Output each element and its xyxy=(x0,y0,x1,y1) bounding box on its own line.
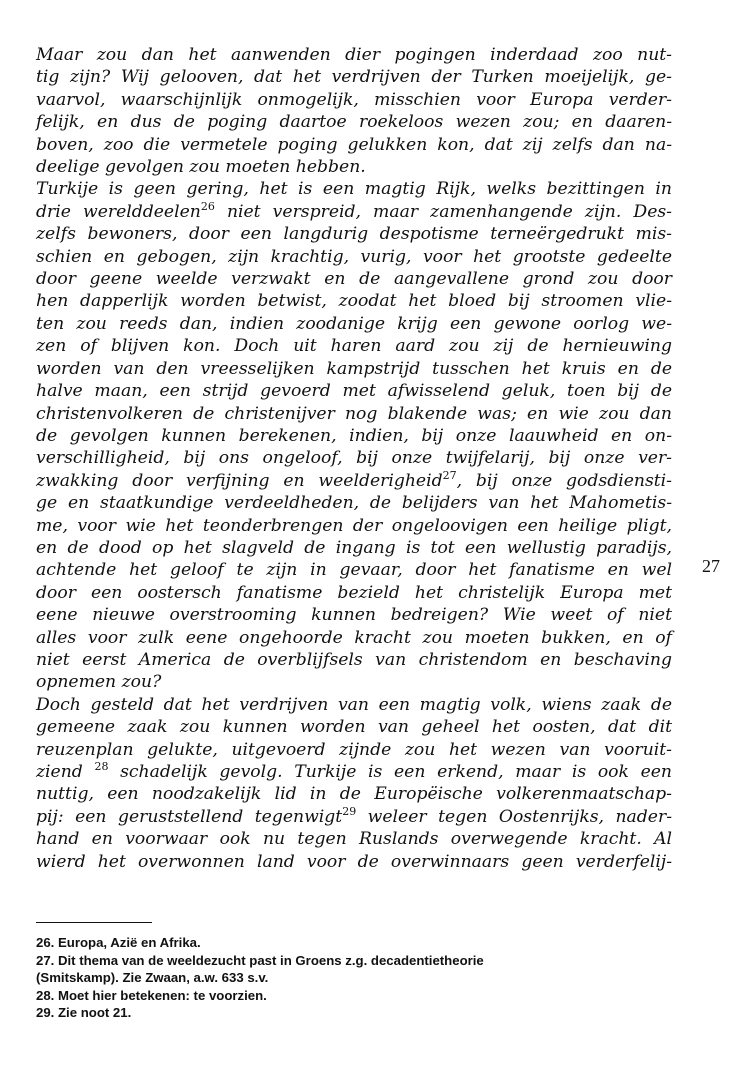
text-line: drie werelddeelen$^{26}$ niet verspreid, maar zamenhangende zijn. Des- xyxy=(36,199,672,222)
footnote-rule xyxy=(36,922,152,923)
footnote-line: 29. Zie noot 21. xyxy=(36,1005,132,1021)
text-line: achtende het geloof te zijn in gevaar, door het fanatisme en wel xyxy=(36,560,672,581)
footnote-ref: 28 xyxy=(94,760,109,773)
text-line: zelfs bewoners, door een langdurig despotisme terneërgedrukt mis- xyxy=(36,224,672,245)
footnote-line: (Smitskamp). Zie Zwaan, a.w. 633 s.v. xyxy=(36,970,269,986)
text-line: christenvolkeren de christenijver nog blakende was; en wie zou dan xyxy=(36,403,672,424)
text-line: niet eerst America de overblijfsels van christendom en beschaving xyxy=(36,649,672,670)
text-line: pij: een geruststellend tegenwigt$^{29}$ weleer tegen Oostenrijks, nader- xyxy=(36,804,672,827)
text-line: halve maan, een strijd gevoerd met afwisselend geluk, toen bij de xyxy=(36,381,672,402)
footnote-ref: 27 xyxy=(442,468,457,482)
text-line: zen of blijven kon. Doch uit haren aard zou zij de hernieuwing xyxy=(36,336,672,357)
text-line: wierd het overwonnen land voor de overwinnaars geen verderfelij- xyxy=(36,851,672,872)
text-line: alles voor zulk eene ongehoorde kracht zou moeten bukken, en of xyxy=(36,627,672,648)
text-line: boven, zoo die vermetele poging gelukken kon, dat zij zelfs dan na- xyxy=(36,134,672,155)
text-line: Doch gesteld dat het verdrijven van een magtig volk, wiens zaak de xyxy=(36,694,672,715)
footnote-ref: 26 xyxy=(200,199,215,213)
text-line: reuzenplan gelukte, uitgevoerd zijnde zou het wezen van vooruit- xyxy=(36,739,672,760)
footnote-line: 26. Europa, Azië en Afrika. xyxy=(36,935,201,950)
text-line: opnemen zou? xyxy=(36,672,162,693)
text-line: felijk, en dus de poging daartoe roekeloos wezen zou; en daaren- xyxy=(36,112,672,133)
text-line: worden van den vreesselijken kampstrijd tusschen het kruis en de xyxy=(36,358,672,379)
text-line: ten zou reeds dan, indien zoodanige krijg een gewone oorlog we- xyxy=(36,313,672,334)
footnotes xyxy=(36,934,676,1022)
text-line: door een oostersch fanatisme bezield het christelijk Europa met xyxy=(36,582,672,603)
text-line: schien en gebogen, zijn krachtig, vurig, voor het grootste gedeelte xyxy=(36,246,672,267)
text-line: gemeene zaak zou kunnen worden van geheel het oosten, dat dit xyxy=(36,717,672,738)
text-line: ziend $^{28}$ schadelijk gevolg. Turkije is een erkend, maar is ook een xyxy=(36,760,672,782)
text-line: deelige gevolgen zou moeten hebben. xyxy=(36,157,366,178)
text-line: me, voor wie het teonderbrengen der ongeloovigen een heilige pligt, xyxy=(36,515,672,536)
page-number: 27 xyxy=(702,556,720,576)
text-line: en de dood op het slagveld de ingang is tot een wellustig paradijs, xyxy=(36,537,672,558)
text-line: zwakking door verfijning en weelderigheid$^{27}$, bij onze godsdiensti- xyxy=(36,468,672,491)
text-line: de gevolgen kunnen berekenen, indien, bij onze laauwheid en on- xyxy=(36,425,672,446)
text-line: verschilligheid, bij ons ongeloof, bij onze twijfelarij, bij onze ver- xyxy=(36,448,672,469)
footnote-line: 27. Dit thema van de weeldezucht past in Groens z.g. decadentietheorie xyxy=(36,952,484,968)
text-line: vaarvol, waarschijnlijk onmogelijk, misschien voor Europa verder- xyxy=(36,89,672,110)
text-line: hen dapperlijk worden betwist, zoodat het bloed bij stroomen vlie- xyxy=(36,291,672,312)
text-line: eene nieuwe overstrooming kunnen bedreigen? Wie weet of niet xyxy=(36,605,672,626)
footnote-line: 28. Moet hier betekenen: te voorzien. xyxy=(36,987,267,1003)
text-line: ge en staatkundige verdeeldheden, de belijders van het Mahometis- xyxy=(36,493,672,514)
text-line: Maar zou dan het aanwenden dier pogingen inderdaad zoo nut- xyxy=(36,45,672,65)
text-line: hand en voorwaar ook nu tegen Ruslands overwegende kracht. Al xyxy=(36,829,672,850)
text-line: Turkije is geen gering, het is een magtig Rijk, welks bezittingen in xyxy=(36,179,672,200)
text-line: door geene weelde verzwakt en de aangevallene grond zou door xyxy=(36,269,672,290)
text-line: nuttig, een noodzakelijk lid in de Europëische volkerenmaatschap- xyxy=(36,784,672,805)
footnote-ref: 29 xyxy=(342,804,357,818)
main-text xyxy=(36,44,672,873)
text-line: tig zijn? Wij gelooven, dat het verdrijven der Turken moeijelijk, ge- xyxy=(36,67,672,88)
